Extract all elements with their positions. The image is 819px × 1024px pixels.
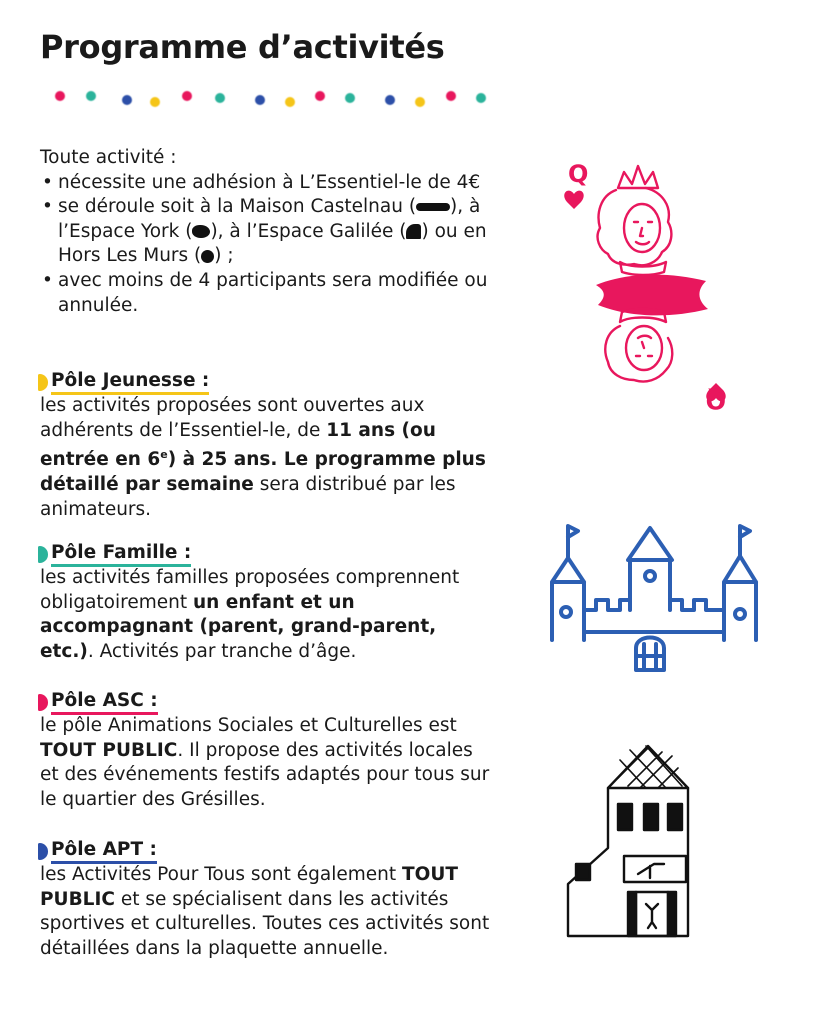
pole-jeunesse-text-1: les activités proposées sont ouvertes aux adhérents de l’Essentiel-le, de xyxy=(40,395,425,441)
decorative-dots xyxy=(50,88,510,112)
pole-apt-marker-icon xyxy=(38,843,48,860)
window-balcony xyxy=(624,856,686,882)
intro-item-membership-text: nécessite une adhésion à L’Essentiel-le de 4€ xyxy=(58,171,481,193)
pole-asc xyxy=(40,690,490,812)
espace-galilee-icon xyxy=(406,224,421,239)
locations-text-b: ), à l’Espace York ( xyxy=(58,196,481,242)
queen-of-hearts-card-illustration xyxy=(556,150,736,430)
decorative-dot xyxy=(86,91,96,101)
queen-features-top xyxy=(634,222,652,244)
pole-asc-text-1: le pôle Animations Sociales et Culturelles est xyxy=(40,715,457,736)
window-upper-right xyxy=(668,804,682,830)
intro-list xyxy=(40,171,490,319)
pole-famille-description xyxy=(40,566,490,664)
pole-jeunesse-title: Pôle Jeunesse : xyxy=(51,370,209,395)
pole-famille-text-1: les activités familles proposées comprennent obligatoirement xyxy=(40,567,460,613)
intro-item-locations xyxy=(40,195,490,269)
decorative-dot xyxy=(315,91,325,101)
castle-gate xyxy=(636,638,664,671)
window-left xyxy=(561,607,571,617)
locations-text-a: se déroule soit à la Maison Castelnau ( xyxy=(58,196,417,218)
castle-battlements xyxy=(584,600,724,610)
locations-text-e: ) ; xyxy=(214,245,234,267)
pole-asc-marker-icon xyxy=(38,694,48,711)
pole-jeunesse-marker-icon xyxy=(38,374,48,391)
decorative-dot xyxy=(446,91,456,101)
decorative-dot xyxy=(150,97,160,107)
intro-item-membership xyxy=(40,171,490,196)
window-right xyxy=(735,609,745,619)
maison-castelnau-icon xyxy=(416,203,450,211)
pole-apt-text-1: les Activités Pour Tous sont également xyxy=(40,864,402,885)
pole-jeunesse-bold-1: 11 ans (ou entrée en 6 xyxy=(40,419,436,471)
pole-famille-bold-1: un enfant et un accompagnant (parent, grand-parent, etc.) xyxy=(40,591,437,662)
decorative-dot xyxy=(215,93,225,103)
decorative-dot xyxy=(55,91,65,101)
pole-asc-header xyxy=(40,690,490,714)
intro-section xyxy=(40,146,490,318)
pole-famille-title: Pôle Famille : xyxy=(51,542,191,567)
espace-york-icon xyxy=(192,225,210,238)
pole-apt xyxy=(40,839,490,961)
decorative-dot xyxy=(476,93,486,103)
heart-icon xyxy=(564,191,583,209)
queen-letter-top: Q xyxy=(568,160,589,188)
decorative-dot xyxy=(122,95,132,105)
pole-apt-title: Pôle APT : xyxy=(51,839,157,864)
figure-door xyxy=(646,904,658,928)
queen-features-bottom xyxy=(636,336,652,356)
pole-jeunesse-bold-2: ) à 25 ans. Le programme plus détaillé par semaine xyxy=(40,449,486,495)
intro-item-participants-text: avec moins de 4 participants sera modifiée ou annulée. xyxy=(58,269,488,316)
page-title: Programme d’activités xyxy=(40,28,445,66)
pole-apt-text-2: et se spécialisent dans les activités sportives et culturelles. Toutes ces activités sont détaillées dans la plaquette annuelle. xyxy=(40,888,490,959)
pole-asc-bold-1: TOUT PUBLIC xyxy=(40,739,178,761)
window-center xyxy=(645,571,655,581)
pole-apt-header xyxy=(40,839,490,863)
pole-famille-header xyxy=(40,542,490,566)
pole-asc-text-2: . Il propose des activités locales et des événements festifs adaptés pour tous sur le quartier des Grésilles. xyxy=(40,739,490,810)
pole-jeunesse xyxy=(40,370,490,522)
figure-balcony xyxy=(638,864,664,878)
window-side xyxy=(576,864,590,880)
house-illustration xyxy=(560,738,710,938)
pole-apt-description xyxy=(40,863,490,961)
locations-text-d: ) ou en Hors Les Murs ( xyxy=(58,220,487,267)
queen-collar-top xyxy=(620,262,666,275)
pole-jeunesse-header xyxy=(40,370,490,394)
flag-right-icon xyxy=(740,526,750,556)
decorative-dot xyxy=(415,97,425,107)
crown-icon xyxy=(618,166,658,188)
pole-asc-description xyxy=(40,714,490,812)
pole-famille-marker-icon xyxy=(38,546,48,563)
decorative-dot xyxy=(385,95,395,105)
pole-asc-title: Pôle ASC : xyxy=(51,690,158,715)
pole-jeunesse-text-2: sera distribué par les animateurs. xyxy=(40,473,456,520)
decorative-dot xyxy=(285,97,295,107)
tower-right xyxy=(724,556,756,640)
window-upper-left xyxy=(618,804,632,830)
flag-left-icon xyxy=(568,526,578,558)
pole-jeunesse-sup: e xyxy=(160,448,168,462)
pole-famille-text-2: . Activités par tranche d’âge. xyxy=(87,640,357,662)
decorative-dot xyxy=(182,91,192,101)
castle-illustration xyxy=(538,520,768,680)
queen-letter-bottom: Q xyxy=(705,386,726,414)
decorative-dot xyxy=(255,95,265,105)
pole-apt-bold-1: TOUT PUBLIC xyxy=(40,864,458,910)
intro-heading: Toute activité : xyxy=(40,147,177,168)
door-shutter-right xyxy=(668,892,676,936)
intro-item-participants xyxy=(40,269,490,318)
pole-jeunesse-description xyxy=(40,394,490,522)
door-shutter-left xyxy=(628,892,636,936)
pole-famille xyxy=(40,542,490,664)
tower-left xyxy=(552,558,584,640)
hors-les-murs-icon xyxy=(201,250,214,263)
window-upper-middle xyxy=(644,804,658,830)
locations-text-c: ), à l’Espace Galilée ( xyxy=(210,220,407,242)
decorative-dot xyxy=(345,93,355,103)
